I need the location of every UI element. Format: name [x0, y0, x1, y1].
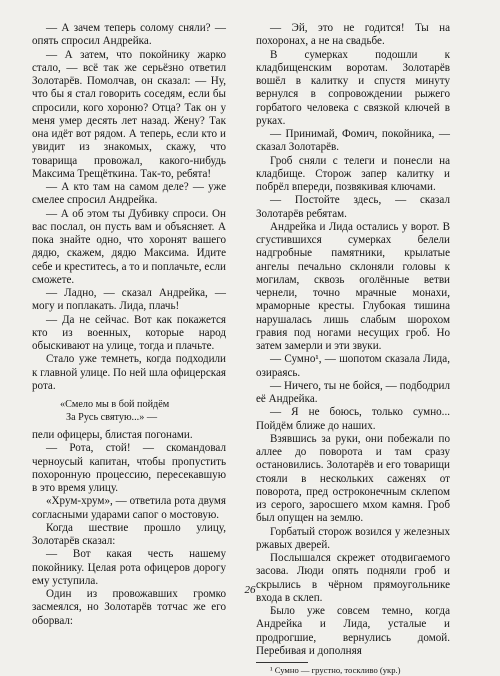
paragraph: — А зачем теперь солому сняли? — опять спросил Андрейка.: [32, 22, 226, 48]
footnote-rule: [256, 662, 308, 663]
paragraph: — Ничего, ты не бойся, — подбодрил её Андрейка.: [256, 379, 450, 405]
paragraph: Один из провожавших громко засмеялся, но Золотарёв тотчас же его оборвал:: [32, 588, 226, 627]
verse-line: «Смело мы в бой пойдём: [60, 399, 170, 410]
paragraph: — Эй, это не годится! Ты на похоронах, а не на свадьбе.: [256, 22, 450, 48]
paragraph: — Принимай, Фомич, покойника, — сказал Золотарёв.: [256, 128, 450, 154]
paragraph: — А кто там на самом деле? — уже смелее спросил Андрейка.: [32, 181, 226, 207]
paragraph: Горбатый сторож возился у железных ржавых дверей.: [256, 525, 450, 551]
paragraph: Андрейка и Лида остались у ворот. В сгустившихся сумерках белели надгробные памятники, крылатые ангелы печально склоняли головы к могилам, сквозь оголённые ветви чернели, точно мрачные монахи, мраморные кресты. Глубокая тишина нарушалась лишь слабым шорохом гравия под ногами несущих гроб. Но затем замерли и эти звуки.: [256, 220, 450, 352]
paragraph: — Да не сейчас. Вот как покажется кто из военных, которые народ обыскивают на улице, тогда и плачьте.: [32, 313, 226, 352]
song-verse: [60, 398, 226, 424]
paragraph: Гроб сняли с телеги и понесли на кладбище. Сторож запер калитку и побрёл впереди, позвякивая ключами.: [256, 154, 450, 193]
paragraph: — Сумно¹, — шопотом сказала Лида, озираясь.: [256, 353, 450, 379]
paragraph: — А затем, что покойнику жарко стало, — всё так же серьёзно ответил Золотарёв. Помолчав, он сказал: — Ну, что бы я стал говорить соседям, если бы спросили, кого хороню? Отца? Так он у меня умер десять лет назад. Жену? Так она идёт вот рядом. А теперь, если кто и увидит из знакомых, скажу, что товарища провожал, какого-нибудь Максима Трещёткина. Так-то, ребята!: [32, 48, 226, 180]
paragraph: Взявшись за руки, они побежали по аллее до поворота и там сразу остановились. Золотарёв и его товарищи стояли в нескольких саженях от поворота, пред остроконечным склепом из серого, заросшего мхом камня. Гроб был опущен на землю.: [256, 432, 450, 525]
paragraph: — Рота, стой! — скомандовал черноусый капитан, чтобы пропустить похоронную процессию, пересекавшую в это время улицу.: [32, 442, 226, 494]
paragraph: — Вот какая честь нашему покойнику. Целая рота офицеров дорогу ему уступила.: [32, 548, 226, 587]
footnote: ¹ Сумно — грустно, тоскливо (укр.): [270, 665, 401, 675]
paragraph: В сумерках подошли к кладбищенским воротам. Золотарёв вошёл в калитку и спустя минуту вернулся в сопровождении рыжего горбатого человека с связкой ключей в руках.: [256, 48, 450, 127]
paragraph: «Хрум-хрум», — ответила рота двумя согласными ударами сапог о мостовую.: [32, 495, 226, 521]
paragraph: Когда шествие прошло улицу, Золотарёв сказал:: [32, 521, 226, 547]
left-column: [32, 22, 226, 628]
paragraph: — А об этом ты Дубивку спроси. Он вас послал, он пусть вам и объясняет. А пока знайте одно, что хоронят вашего дядю, скажем, дядю Максима. Идите себе и креститесь, а то и поплачьте, если сможете.: [32, 207, 226, 286]
paragraph: — Я не боюсь, только сумно... Пойдём ближе до наших.: [256, 406, 450, 432]
page-number: 26: [244, 584, 256, 596]
verse-line: За Русь святую...» —: [66, 412, 158, 423]
paragraph: Стало уже темнеть, когда подходили к главной улице. По ней шла офицерская рота.: [32, 353, 226, 392]
paragraph: пели офицеры, блистая погонами.: [32, 429, 193, 441]
right-column: [256, 22, 450, 676]
paragraph: — Постойте здесь, — сказал Золотарёв ребятам.: [256, 194, 450, 220]
paragraph: — Ладно, — сказал Андрейка, — могу и поплакать. Лида, плачь!: [32, 287, 226, 313]
paragraph: Было уже совсем темно, когда Андрейка и Лида, усталые и продрогшие, вернулись домой. Перебивая и дополняя: [256, 605, 450, 657]
paragraph: Послышался скрежет отодвигаемого засова. Люди опять подняли гроб и скрылись в чёрном прямоугольнике входа в склеп.: [256, 552, 450, 604]
